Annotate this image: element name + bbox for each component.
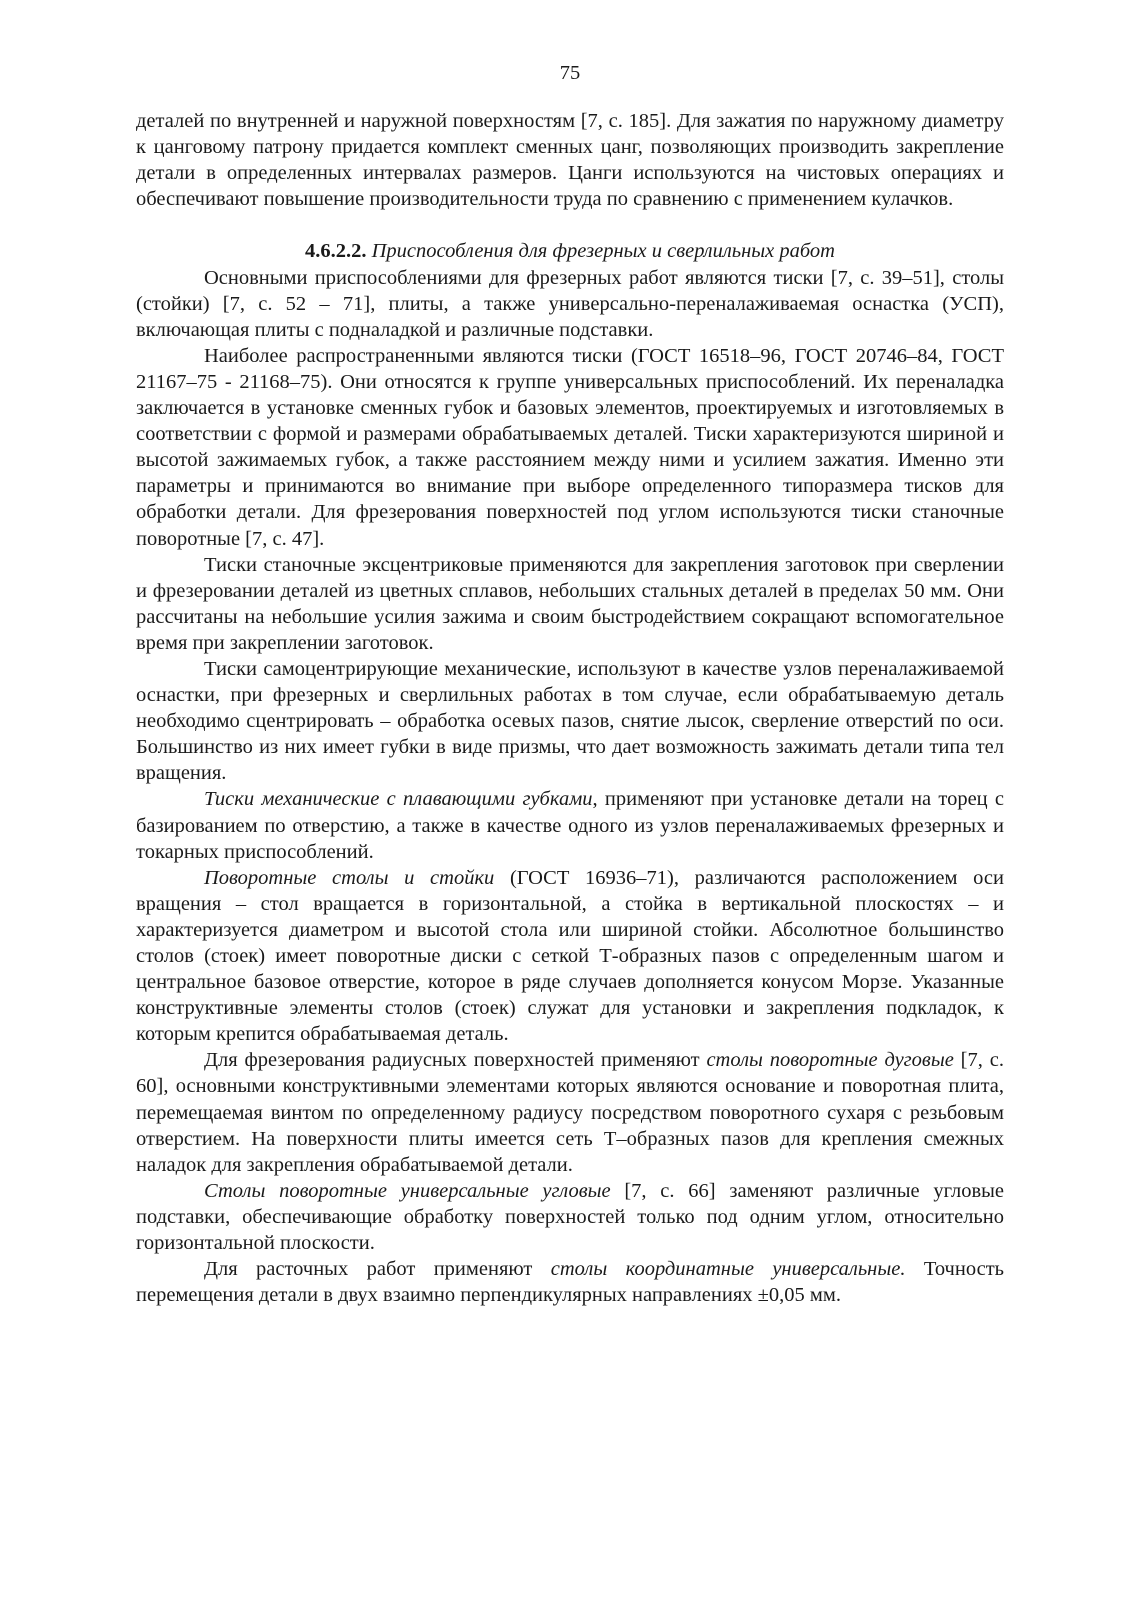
paragraph-5-text: , применяют при установке детали на торец с базированием по отверстию, а также в качестве одного из узлов переналаживаемых фрезерных и токарных приспособлений. [136,788,1005,863]
paragraph-7 [136,1047,1004,1177]
section-heading [136,238,1004,264]
paragraph-7-term: столы поворотные дуговые [706,1049,954,1072]
paragraph-9-term: столы координатные универсальные. [550,1258,906,1281]
paragraph-4: Тиски самоцентрирующие механические, используют в качестве узлов переналаживаемой оснастки, при фрезерных и сверлильных работах в том случае, если обрабатываемую деталь необходимо сцентрировать – обработка осевых пазов, снятие лысок, сверление отверстий по оси. Большинство из них имеет губки в виде призмы, что дает возможность зажимать детали типа тел вращения. [136,657,1004,785]
paragraph-5-term: Тиски механические с плавающими губками [204,788,593,811]
paragraph-7-lead: Для фрезерования радиусных поверхностей применяют [204,1049,707,1072]
paragraph-7-text: [7, с. 60], основными конструктивными элементами которых являются основание и поворотная плита, перемещаемая винтом по определенному радиусу посредством поворотного сухаря с резьбовым отверстием. На поверхности плиты имеется сеть Т–образных пазов для крепления смежных наладок для закрепления обрабатываемой детали. [136,1049,1004,1176]
paragraph-3: Тиски станочные эксцентриковые применяются для закрепления заготовок при сверлении и фрезеровании деталей из цветных сплавов, небольших стальных деталей в пределах 50 мм. Они рассчитаны на небольшие усилия зажима и своим быстродействием сокращают вспомогательное время при закреплении заготовок. [136,553,1004,654]
paragraph-8 [136,1178,1004,1256]
document-page [136,60,1004,1308]
paragraph-8-term: Столы поворотные универсальные угловые [204,1179,611,1202]
continuation-paragraph: деталей по внутренней и наружной поверхностям [7, с. 185]. Для зажатия по наружному диаметру к цанговому патрону придается комплект сменных цанг, позволяющих производить закрепление детали в определенных интервалах размеров. Цанги используются на чистовых операциях и обеспечивают повышение производительности труда по сравнению с применением кулачков. [136,110,1004,211]
paragraph-8-text: [7, с. 66] заменяют различные угловые подставки, обеспечивающие обработку поверхностей только под одним углом, относительно горизонтальной плоскости. [136,1179,1004,1255]
section-number: 4.6.2.2. [304,240,367,263]
paragraph-9-text: Точность перемещения детали в двух взаимно перпендикулярных направлениях ±0,05 мм. [136,1258,1004,1307]
page-number: 75 [559,62,581,84]
paragraph-2: Наиболее распространенными являются тиски (ГОСТ 16518–96, ГОСТ 20746–84, ГОСТ 21167–75 - 21168–75). Они относятся к группе универсальных приспособлений. Их переналадка заключается в установке сменных губок и базовых элементов, проектируемых и изготовляемых в соответствии с формой и размерами обрабатываемых деталей. Тиски характеризуются шириной и высотой зажимаемых губок, а также расстоянием между ними и усилием зажатия. Именно эти параметры и принимаются во внимание при выборе определенного типоразмера тисков для обработки детали. Для фрезерования поверхностей под углом используются тиски станочные поворотные [7, с. 47]. [136,344,1004,550]
paragraph-1: Основными приспособлениями для фрезерных работ являются тиски [7, с. 39–51], столы (стойки) [7, с. 52 – 71], плиты, а также универсально-переналаживаемая оснастка (УСП), включающая плиты с подналадкой и различные подставки. [136,266,1004,341]
paragraph-6 [136,865,1004,1048]
paragraph-6-term: Поворотные столы и стойки [204,866,495,889]
paragraph-9 [136,1256,1004,1308]
paragraph-9-lead: Для расточных работ применяют [204,1258,551,1281]
paragraph-5 [136,786,1004,864]
paragraph-6-text: (ГОСТ 16936–71), различаются расположением оси вращения – стол вращается в горизонтальной, а стойка в вертикальной плоскостях – и характеризуется диаметром и высотой стола или шириной стойки. Абсолютное большинство столов (стоек) имеет поворотные диски с сеткой Т-образных пазов с определенным шагом и центральное базовое отверстие, которое в ряде случаев дополняется конусом Морзе. Указанные конструктивные элементы столов (стоек) служат для установки и закрепления подкладок, к которым крепится обрабатываемая деталь. [136,866,1004,1046]
section-title: Приспособления для фрезерных и сверлильных работ [371,240,835,263]
